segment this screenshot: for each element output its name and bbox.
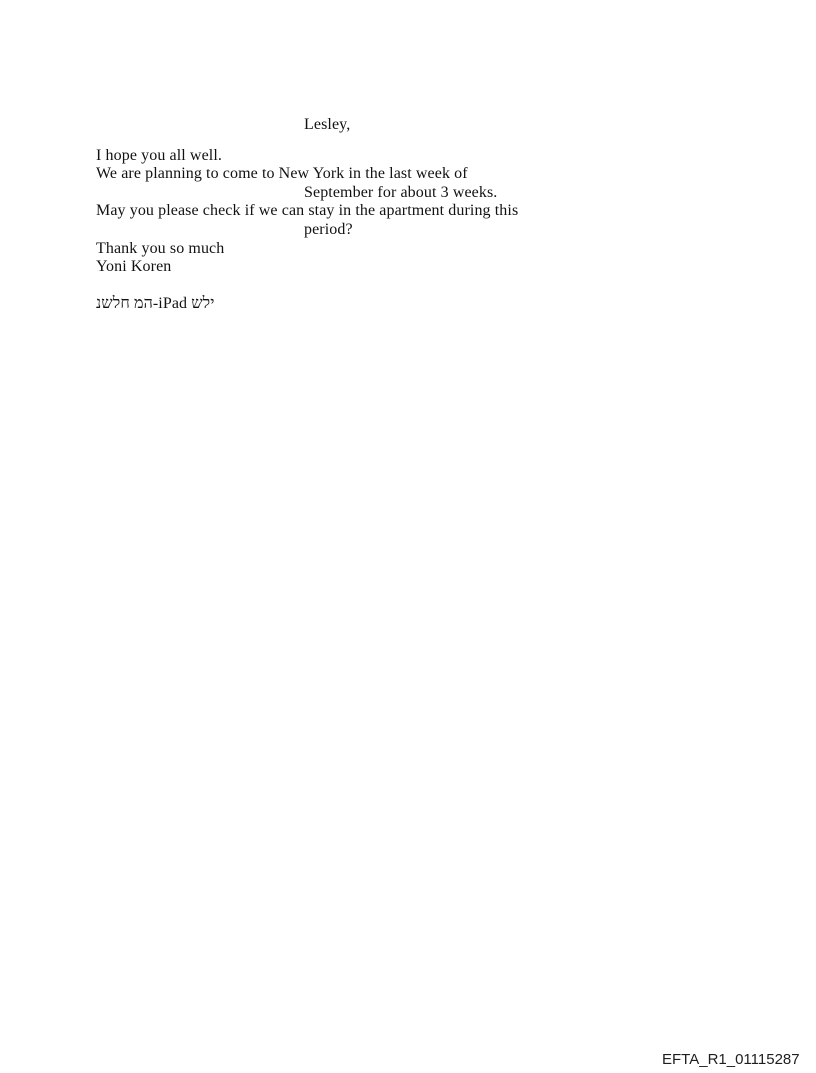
salutation-line: Lesley,: [304, 116, 351, 133]
sent-from-ipad-signature: נשלח מה-iPad שלי: [96, 295, 215, 313]
letter-line: May you please check if we can stay in the apartment during this: [96, 202, 519, 220]
letter-line: We are planning to come to New York in the last week of: [96, 165, 468, 183]
letter-line: I hope you all well.: [96, 146, 222, 164]
spacer: [96, 277, 716, 296]
letter-line-continuation: period?: [304, 220, 353, 238]
letter-closing-line: Thank you so much: [96, 239, 225, 257]
letter-line-continuation: September for about 3 weeks.: [304, 183, 498, 201]
letter-body: [96, 116, 716, 314]
spacer: [96, 135, 716, 147]
sender-name: Yoni Koren: [96, 258, 172, 276]
document-id-label: EFTA_R1_01115287: [662, 1051, 800, 1068]
